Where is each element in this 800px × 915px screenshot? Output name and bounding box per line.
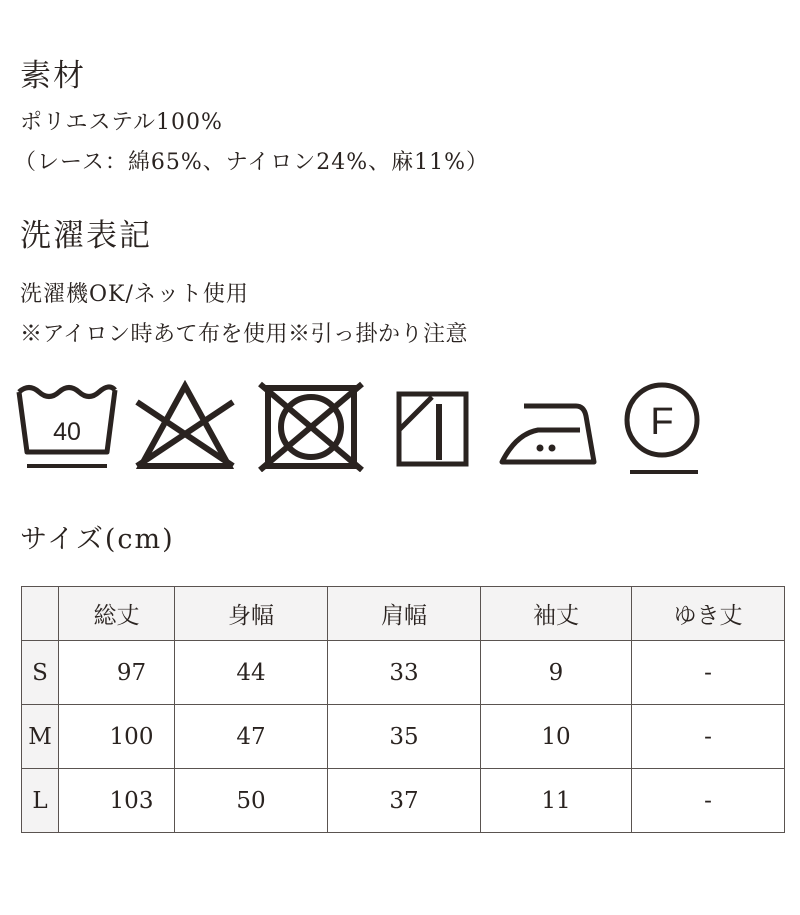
column-header: ゆき丈 [632,587,785,641]
table-cell: 47 [175,705,328,769]
dry-clean-letter: F [650,401,674,443]
row-label: L [22,769,59,833]
table-cell: 11 [481,769,632,833]
iron-medium-icon [498,380,598,472]
table-cell: - [632,641,785,705]
size-table [21,586,785,833]
column-header: 総丈 [59,587,175,641]
table-header-row [22,587,785,641]
table-cell: 103 [59,769,175,833]
table-cell: 44 [175,641,328,705]
washing-note: ※アイロン時あて布を使用※引っ掛かり注意 [20,322,469,347]
dry-clean-f-icon [622,380,702,478]
table-cell: 100 [59,705,175,769]
washing-line: 洗濯機OK/ネット使用 [20,282,249,307]
size-heading: サイズ(cm) [20,524,175,555]
table-corner-cell [22,587,59,641]
table-cell: 10 [481,705,632,769]
material-heading: 素材 [20,58,86,94]
column-header: 身幅 [175,587,328,641]
table-cell: - [632,705,785,769]
column-header: 肩幅 [328,587,481,641]
drip-dry-shade-icon [396,380,470,472]
care-symbols [0,380,800,480]
row-label: S [22,641,59,705]
row-label: M [22,705,59,769]
table-cell: 35 [328,705,481,769]
table-cell: 33 [328,641,481,705]
table-cell: 97 [59,641,175,705]
column-header: 袖丈 [481,587,632,641]
material-line-detail: （レース：綿65%、ナイロン24%、麻11%） [14,150,490,175]
table-cell: 9 [481,641,632,705]
wash-temp-label: 40 [53,418,81,446]
wash-40-gentle-icon [15,380,119,472]
material-line: ポリエステル100% [20,110,223,135]
table-row [22,705,785,769]
table-row [22,641,785,705]
no-bleach-icon [135,380,235,472]
table-row [22,769,785,833]
no-tumble-dry-icon [258,380,364,472]
table-cell: 50 [175,769,328,833]
washing-heading: 洗濯表記 [20,218,152,254]
table-cell: 37 [328,769,481,833]
table-cell: - [632,769,785,833]
